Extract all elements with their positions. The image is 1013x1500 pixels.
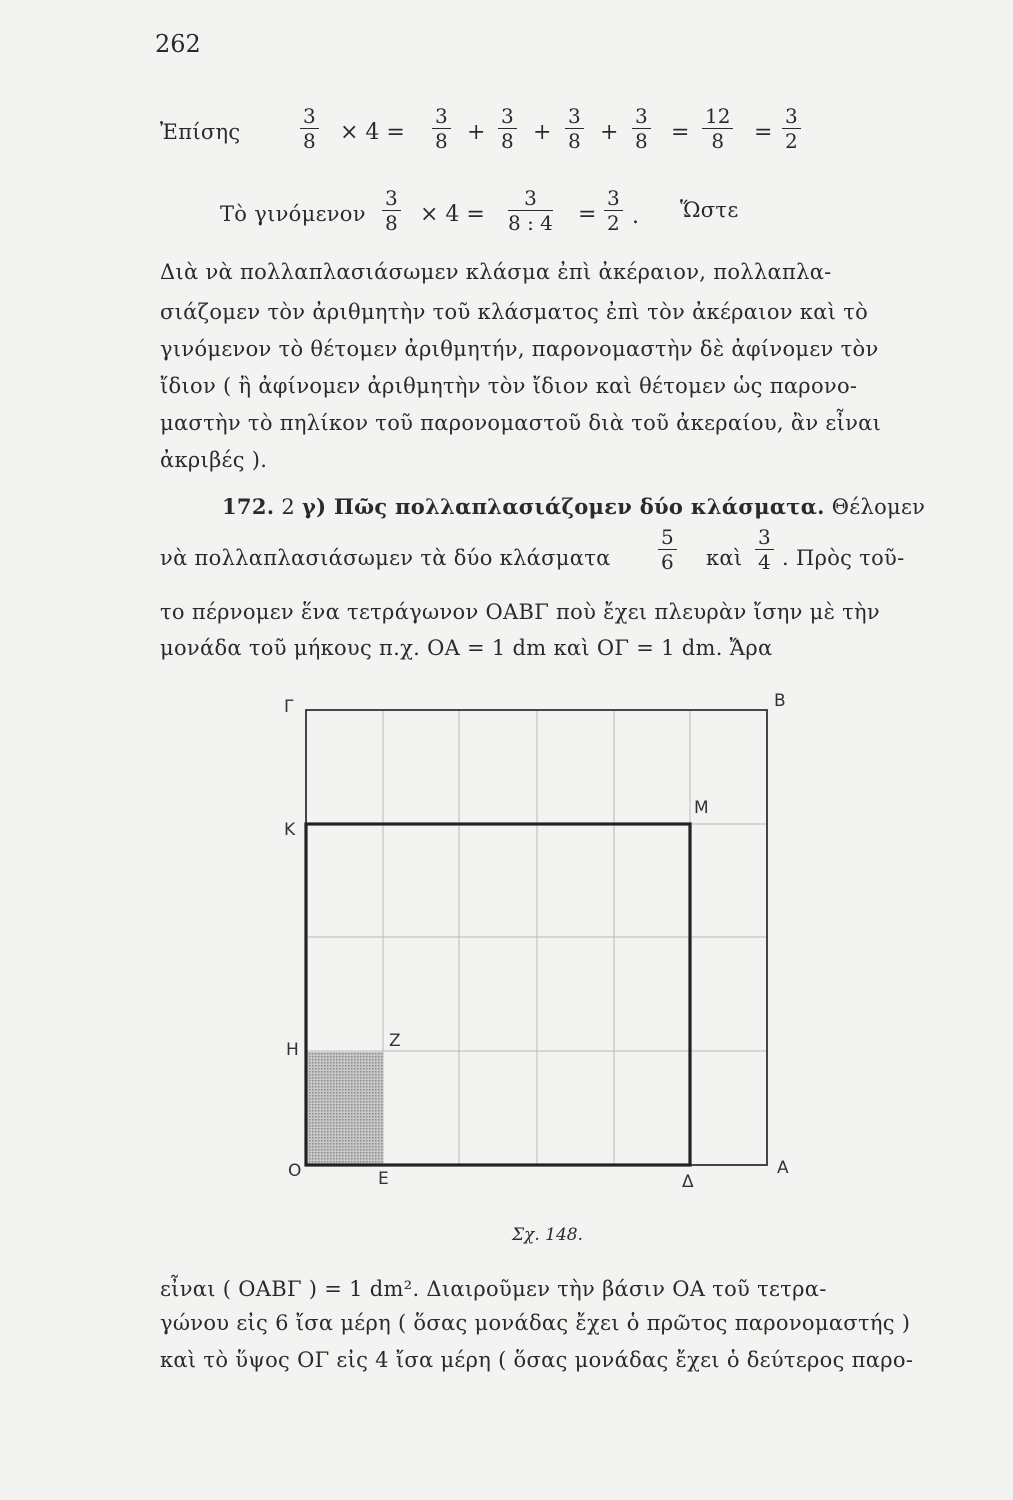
label-B: Β xyxy=(774,691,786,711)
eq2-hoste: Ὥστε xyxy=(680,198,739,222)
eq1-plus-3: + xyxy=(600,120,619,145)
label-K: Κ xyxy=(284,820,296,840)
eq2-period: . xyxy=(632,204,639,229)
eq1-equals-1: = xyxy=(671,120,690,145)
eq1-plus-1: + xyxy=(467,120,486,145)
eq1-fraction-6: $\frac{12}{8}$ xyxy=(702,104,733,153)
shaded-cell xyxy=(307,1052,383,1164)
label-G: Γ xyxy=(284,697,294,717)
eq1-fraction-3: $\frac{3}{8}$ xyxy=(498,104,517,153)
section-title: γ) Πῶς πολλαπλασιάζομεν δύο κλάσματα. xyxy=(302,494,825,519)
label-Z: Ζ xyxy=(389,1031,401,1051)
line2-post: . Πρὸς τοῦ- xyxy=(782,546,905,570)
text-line: γινόμενον τὸ θέτομεν ἀριθμητήν, παρονομαστὴν δὲ ἀφίνομεν τὸν xyxy=(160,337,879,361)
eq1-times: × 4 = xyxy=(340,120,405,145)
line2-fraction-2: $\frac{3}{4}$ xyxy=(755,525,774,574)
text-line: σιάζομεν τὸν ἀριθμητὴν τοῦ κλάσματος ἐπὶ τὸν ἀκέραιον καὶ τὸ xyxy=(160,300,869,324)
eq1-label: Ἐπίσης xyxy=(160,120,241,144)
eq1-fraction-2: $\frac{3}{8}$ xyxy=(432,104,451,153)
text-line: ἀκριβές ). xyxy=(160,448,268,472)
label-A: Α xyxy=(777,1158,789,1178)
eq2-fraction-3: $\frac{3}{2}$ xyxy=(604,186,623,235)
text-line: μαστὴν τὸ πηλίκον τοῦ παρονομαστοῦ διὰ τοῦ ἀκεραίου, ἂν εἶναι xyxy=(160,411,882,435)
eq2-equals: = xyxy=(578,202,597,227)
text-line: μονάδα τοῦ μήκους π.χ. ΟΑ = 1 dm καὶ ΟΓ = 1 dm. Ἄρα xyxy=(160,636,773,660)
line2-and: καὶ xyxy=(706,546,743,570)
eq1-fraction-1: $\frac{3}{8}$ xyxy=(300,104,319,153)
line2-fraction-1: $\frac{5}{6}$ xyxy=(658,525,677,574)
text-line: Διὰ νὰ πολλαπλασιάσωμεν κλάσμα ἐπὶ ἀκέραιον, πολλαπλα- xyxy=(160,260,832,284)
text-line: γώνου εἰς 6 ἴσα μέρη ( ὅσας μονάδας ἔχει ὁ πρῶτος παρονομαστής ) xyxy=(160,1311,911,1335)
eq2-times: × 4 = xyxy=(420,202,485,227)
label-D: Δ xyxy=(682,1172,694,1192)
label-E: Ε xyxy=(378,1169,389,1189)
figure-caption: Σχ. 148. xyxy=(512,1225,583,1245)
text-line: καὶ τὸ ὕψος ΟΓ εἰς 4 ἴσα μέρη ( ὅσας μονάδας ἔχει ὁ δεύτερος παρο- xyxy=(160,1348,914,1372)
section-subnumber: 2 xyxy=(281,495,296,519)
eq1-fraction-5: $\frac{3}{8}$ xyxy=(632,104,651,153)
label-M: Μ xyxy=(694,798,709,818)
eq1-equals-2: = xyxy=(754,120,773,145)
eq2-label: Τὸ γινόμενον xyxy=(220,202,366,226)
eq2-fraction-1: $\frac{3}{8}$ xyxy=(382,186,401,235)
eq2-fraction-2: $\frac{3}{8 : 4}$ xyxy=(508,186,553,235)
eq1-plus-2: + xyxy=(533,120,552,145)
line2-pre: νὰ πολλαπλασιάσωμεν τὰ δύο κλάσματα xyxy=(160,546,611,570)
eq1-fraction-7: $\frac{3}{2}$ xyxy=(782,104,801,153)
label-O: Ο xyxy=(288,1161,302,1181)
page-number: 262 xyxy=(155,30,201,58)
text-line: το πέρνομεν ἕνα τετράγωνον ΟΑΒΓ ποὺ ἔχει πλευρὰν ἴσην μὲ τὴν xyxy=(160,600,881,624)
text-line: εἶναι ( ΟΑΒΓ ) = 1 dm². Διαιροῦμεν τὴν βάσιν ΟΑ τοῦ τετρα- xyxy=(160,1277,827,1301)
section-number: 172. xyxy=(222,494,275,519)
label-H: Η xyxy=(286,1040,299,1060)
eq1-fraction-4: $\frac{3}{8}$ xyxy=(565,104,584,153)
text-line: ἴδιον ( ἢ ἀφίνομεν ἀριθμητὴν τὸν ἴδιον καὶ θέτομεν ὡς παρονο- xyxy=(160,374,858,398)
section-rest: Θέλομεν xyxy=(831,495,926,519)
